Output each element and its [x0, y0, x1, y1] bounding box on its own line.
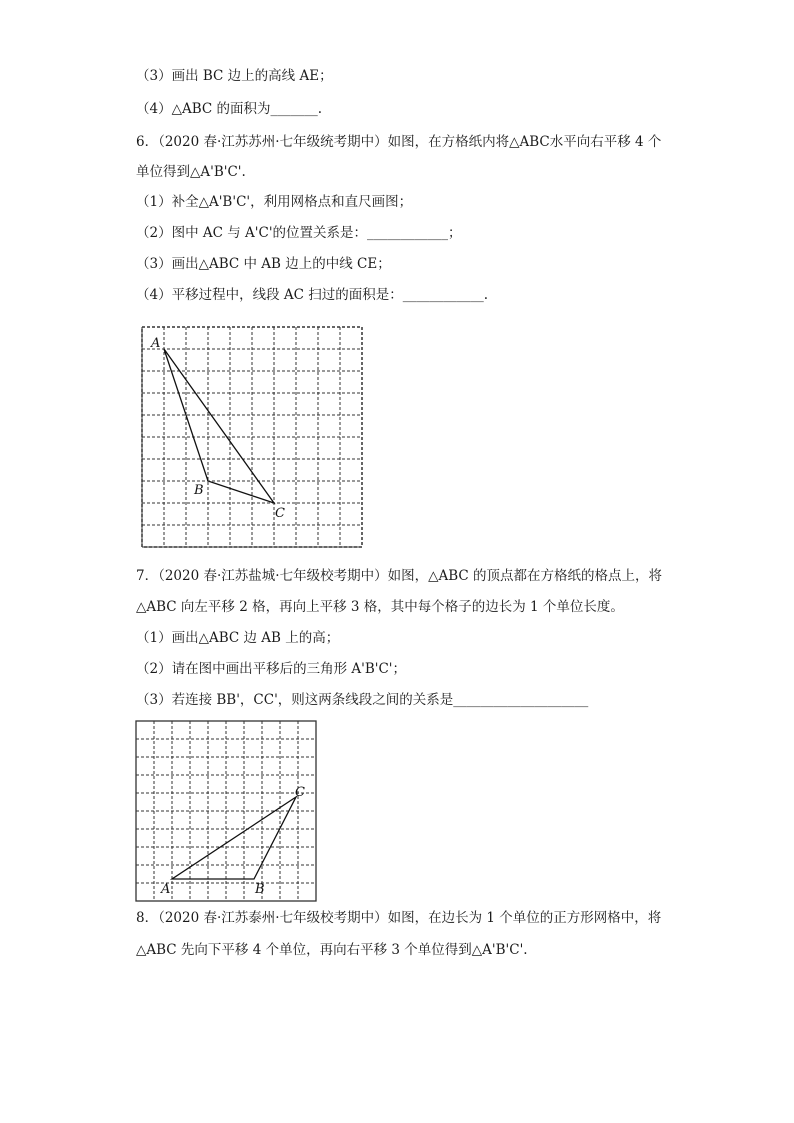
q6-label-c: C: [275, 506, 285, 521]
q6-grid-lines: [142, 327, 362, 547]
q7-part2: （2）请在图中画出平移后的三角形 A'B'C'；: [136, 661, 407, 677]
q5-part4: （4）△ABC 的面积为_______.: [136, 101, 323, 117]
q7-label-b: B: [255, 882, 265, 897]
q7-label-a: A: [161, 882, 171, 897]
q7-triangle-abc: [172, 797, 296, 879]
q7-part1: （1）画出△ABC 边 AB 上的高；: [136, 630, 340, 646]
q6-part4: （4）平移过程中，线段 AC 扫过的面积是：____________.: [136, 287, 489, 303]
q6-label-a: A: [151, 336, 161, 351]
q6-triangle-abc: [164, 349, 274, 503]
q5-part3: （3）画出 BC 边上的高线 AE；: [136, 68, 333, 84]
q8-stem-line1: 8．（2020 春·江苏泰州·七年级校考期中）如图，在边长为 1 个单位的正方形网格中，将: [136, 910, 662, 926]
q6-part1: （1）补全△A'B'C'，利用网格点和直尺画图；: [136, 194, 413, 210]
q7-stem-line1: 7．（2020 春·江苏盐城·七年级校考期中）如图，△ABC 的顶点都在方格纸的格点上，将: [136, 568, 662, 584]
q7-label-c: C: [295, 785, 305, 800]
q6-label-b: B: [194, 483, 204, 498]
q7-stem-line2: △ABC 向左平移 2 格，再向上平移 3 格，其中每个格子的边长为 1 个单位长度。: [136, 599, 624, 615]
q6-stem-line2: 单位得到△A'B'C'.: [136, 164, 246, 180]
q6-part3: （3）画出△ABC 中 AB 边上的中线 CE；: [136, 256, 391, 272]
q6-grid-figure: [138, 323, 368, 553]
q6-stem-line1: 6．（2020 春·江苏苏州·七年级统考期中）如图，在方格纸内将△ABC水平向右平移 4 个: [136, 134, 662, 150]
q8-stem-line2: △ABC 先向下平移 4 个单位，再向右平移 3 个单位得到△A'B'C'.: [136, 942, 528, 958]
q6-part2: （2）图中 AC 与 A'C'的位置关系是：____________；: [136, 225, 462, 241]
q7-grid-figure: [133, 718, 319, 904]
q7-part3: （3）若连接 BB'，CC'，则这两条线段之间的关系是____________________: [136, 692, 589, 708]
